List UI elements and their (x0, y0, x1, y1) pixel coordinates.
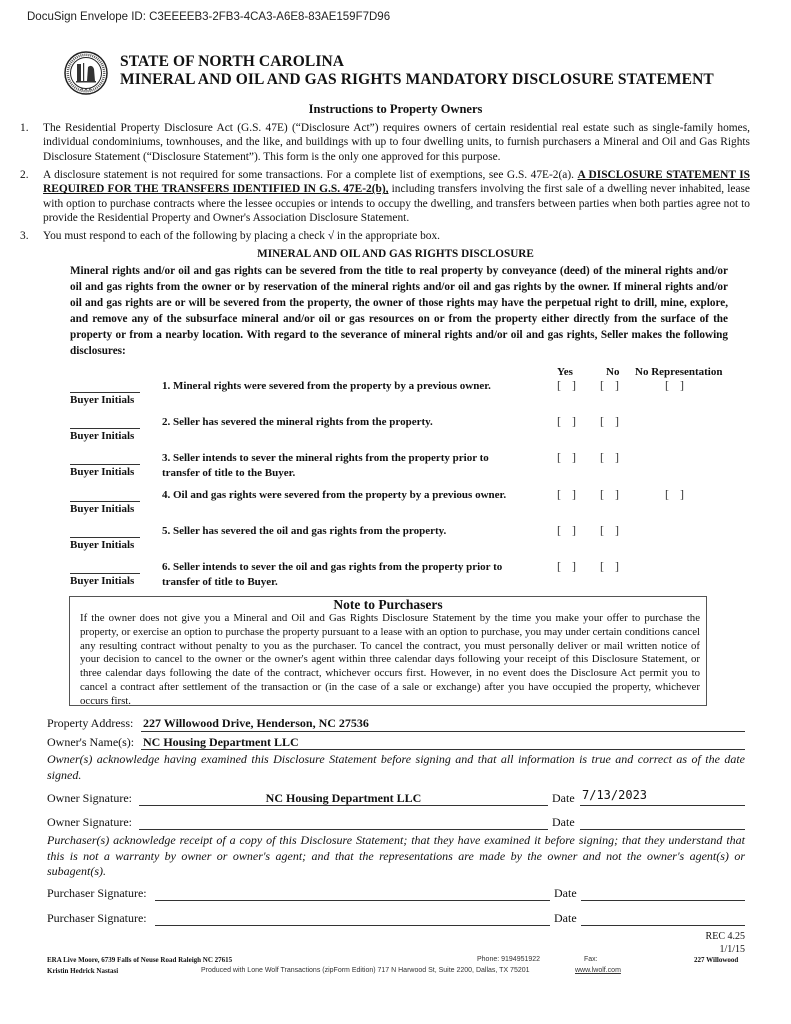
buyer-initials-label: Buyer Initials (70, 575, 135, 587)
column-header-yes: Yes (557, 366, 573, 378)
owner-signature-label-2: Owner Signature: (47, 815, 132, 829)
no-checkbox[interactable]: [ ] (600, 487, 623, 501)
no-checkbox[interactable]: [ ] (600, 414, 623, 428)
instruction-number: 3. (20, 230, 29, 242)
note-title: Note to Purchasers (333, 597, 443, 612)
property-address-label: Property Address: (47, 716, 134, 730)
form-code: REC 4.25 (705, 931, 745, 942)
yes-checkbox[interactable]: [ ] (557, 378, 580, 392)
yes-checkbox[interactable]: [ ] (557, 414, 580, 428)
instruction-text (43, 168, 750, 226)
no-checkbox[interactable]: [ ] (600, 523, 623, 537)
statute-reference-emphasis: A DISCLOSURE STATEMENT IS REQUIRED FOR THE TRANSFERS IDENTIFIED IN G.S. 47E-2(b), (43, 169, 750, 196)
question-text: 6. Seller intends to sever the oil and gas rights from the property prior to transfer of title to Buyer. (162, 561, 503, 588)
purchaser-date-line[interactable] (581, 900, 745, 901)
yes-checkbox[interactable]: [ ] (557, 559, 580, 573)
instruction-number: 2. (20, 169, 29, 181)
purchaser-acknowledgement: Purchaser(s) acknowledge receipt of a copy of this Disclosure Statement; that they have examined it before signing; that they understand that this is not a warranty by owner or owner's agent; and that the representations are made by the owner and not the owner's agent(s) or subagent(s). (47, 833, 745, 878)
question-text: 4. Oil and gas rights were severed from the property by a previous owner. (162, 489, 507, 501)
buyer-initials-label: Buyer Initials (70, 539, 135, 551)
disclosure-row-1 (0, 378, 791, 414)
produced-with-text: Produced with Lone Wolf Transactions (zipForm Edition) 717 N Harwood St, Suite 2200, Dallas, TX 75201 (201, 967, 530, 974)
disclosure-paragraph: Mineral rights and/or oil and gas rights can be severed from the title to real property by conveyance (deed) of the mineral rights and/or oil and gas rights from the owner or by reservation of the mineral rights and/or oil and gas rights by the owner. If mineral rights and/or oil and gas rights are or will be severed from the property, the owner of those rights may have the perpetual right to drill, mine, explore, and remove any of the subsurface mineral and/or oil or gas resources on or from the property either directly from the surface of the property or from a nearby location. With regard to the severance of mineral rights and/or oil and gas rights, Seller makes the following disclosures: (70, 265, 728, 357)
buyer-initials-field[interactable] (70, 428, 140, 429)
instruction-text: You must respond to each of the following by placing a check √ in the appropriate box. (43, 230, 441, 242)
date-label-4: Date (554, 911, 577, 925)
note-body: If the owner does not give you a Mineral and Oil and Gas Rights Disclosure Statement by the time you make your offer to purchase the property, or exercise an option to purchase the property pursuant to a lease with an option to purchase, you may under certain conditions cancel any resulting contract without penalty to you as the purchaser. To cancel the contract, you must personally deliver or mail written notice of your decision to cancel to the owner or the owner's agent within three calendar days following your receipt of this Disclosure Statement, or three calendar days following the date of the contract, whichever occurs first. However, in no event does the Disclosure Act permit you to cancel a contract after settlement of the transaction or (in the case of a sale or exchange) after you have occupied the property, whichever occurs first. (80, 612, 700, 707)
purchaser-signature-label-2: Purchaser Signature: (47, 911, 147, 925)
date-label-3: Date (554, 886, 577, 900)
buyer-initials-field[interactable] (70, 501, 140, 502)
date-label: Date (552, 791, 575, 805)
column-header-no-representation: No Representation (635, 366, 723, 378)
buyer-initials-label: Buyer Initials (70, 394, 135, 406)
owner-date-line (580, 805, 745, 806)
disclosure-row-2 (0, 414, 791, 450)
instruction-number: 1. (20, 122, 29, 134)
question-text: 1. Mineral rights were severed from the property by a previous owner. (162, 380, 491, 392)
owner-names-label: Owner's Name(s): (47, 735, 135, 749)
brokerage-info: ERA Live Moore, 6739 Falls of Neuse Road Raleigh NC 27615 (47, 956, 233, 964)
no-representation-checkbox[interactable]: [ ] (665, 487, 688, 501)
instruction-text-part: including transfers involving the first sale of a dwelling never inhabited, lease with option to purchase contracts where the lessee occupies or intends to occupy the dwelling, and transfers between parties when both parties agree not to provide the Residential Property and Owner's Association Disclosure Statement. (43, 183, 750, 225)
owner-date-field[interactable]: 7/13/2023 (582, 788, 648, 802)
question-text: 5. Seller has severed the oil and gas rights from the property. (162, 525, 447, 537)
no-checkbox[interactable]: [ ] (600, 378, 623, 392)
disclosure-heading: MINERAL AND OIL AND GAS RIGHTS DISCLOSURE (257, 248, 534, 260)
instruction-text-part: A disclosure statement is not required for some transactions. For a complete list of exemptions, see G.S. 47E-2(a). (43, 169, 578, 181)
purchaser-signature-label: Purchaser Signature: (47, 886, 147, 900)
buyer-initials-field[interactable] (70, 464, 140, 465)
buyer-initials-field[interactable] (70, 537, 140, 538)
no-representation-checkbox[interactable]: [ ] (665, 378, 688, 392)
owner-signature-field[interactable]: NC Housing Department LLC (265, 791, 422, 805)
instructions-heading: Instructions to Property Owners (308, 102, 483, 116)
no-checkbox[interactable]: [ ] (600, 559, 623, 573)
owner-date-line-2[interactable] (580, 829, 745, 830)
column-header-no: No (606, 366, 620, 378)
lone-wolf-link[interactable]: www.lwolf.com (575, 967, 621, 974)
instruction-item-1 (20, 121, 750, 164)
owner-names-field[interactable]: NC Housing Department LLC (143, 735, 299, 749)
instruction-item-2 (20, 168, 750, 226)
no-checkbox[interactable]: [ ] (600, 450, 623, 464)
question-text: 3. Seller intends to sever the mineral rights from the property prior to transfer of title to the Buyer. (162, 452, 489, 479)
property-address-field[interactable]: 227 Willowood Drive, Henderson, NC 27536 (143, 716, 369, 730)
property-address-line (141, 731, 745, 732)
form-date: 1/1/15 (719, 944, 745, 955)
document-title: MINERAL AND OIL AND GAS RIGHTS MANDATORY DISCLOSURE STATEMENT (120, 71, 714, 88)
buyer-initials-label: Buyer Initials (70, 430, 135, 442)
purchaser-date-line-2[interactable] (581, 925, 745, 926)
buyer-initials-label: Buyer Initials (70, 503, 135, 515)
docusign-envelope-id: DocuSign Envelope ID: C3EEEEB3-2FB3-4CA3-A6E8-83AE159F7D96 (27, 11, 391, 23)
owner-signature-line-2[interactable] (139, 829, 548, 830)
disclosure-row-3 (0, 450, 791, 486)
disclosure-row-6 (0, 559, 791, 595)
instruction-text: The Residential Property Disclosure Act (G.S. 47E) (“Disclosure Act”) requires owners of certain residential real estate such as single-family homes, individual condominiums, townhouses, and the like, and buildings with up to four dwelling units, to furnish purchasers a Mineral and Oil and Gas Rights Disclosure Statement (“Disclosure Statement”). This form is the only one approved for this purpose. (43, 122, 750, 163)
file-name: 227 Willowood (694, 956, 739, 964)
phone-number: Phone: 9194951922 (477, 956, 541, 963)
instruction-item-3 (20, 229, 750, 243)
yes-checkbox[interactable]: [ ] (557, 523, 580, 537)
buyer-initials-label: Buyer Initials (70, 466, 135, 478)
buyer-initials-field[interactable] (70, 392, 140, 393)
owner-acknowledgement: Owner(s) acknowledge having examined this Disclosure Statement before signing and that all information is true and correct as of the date signed. (47, 752, 745, 782)
disclosure-row-5 (0, 523, 791, 559)
date-label-2: Date (552, 815, 575, 829)
yes-checkbox[interactable]: [ ] (557, 450, 580, 464)
purchaser-signature-line[interactable] (155, 900, 550, 901)
question-text: 2. Seller has severed the mineral rights from the property. (162, 416, 433, 428)
nc-state-seal-icon (64, 51, 108, 95)
yes-checkbox[interactable]: [ ] (557, 487, 580, 501)
buyer-initials-field[interactable] (70, 573, 140, 574)
agent-name: Kristin Hedrick Nastasi (47, 967, 119, 975)
purchaser-signature-line-2[interactable] (155, 925, 550, 926)
owner-signature-label: Owner Signature: (47, 791, 132, 805)
fax-number: Fax: (584, 956, 598, 963)
document-title-state: STATE OF NORTH CAROLINA (120, 53, 345, 70)
disclosure-row-4 (0, 487, 791, 523)
